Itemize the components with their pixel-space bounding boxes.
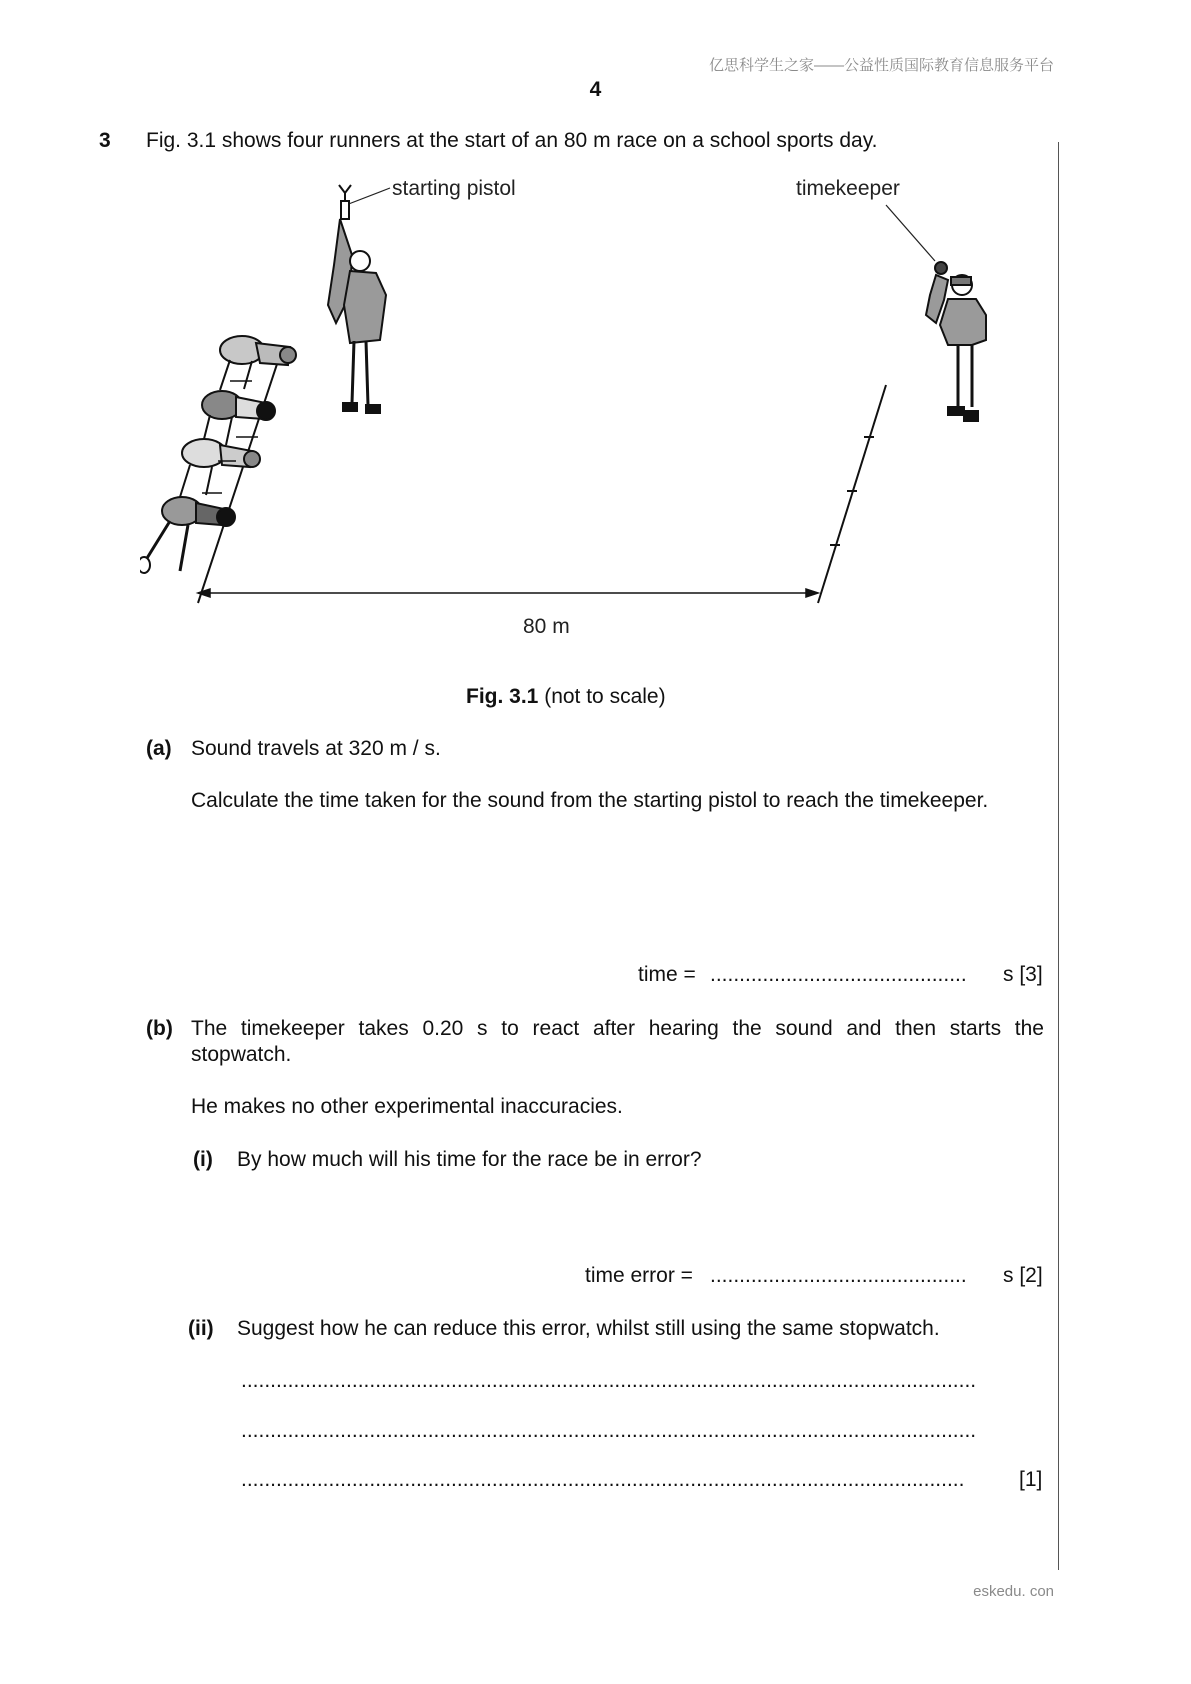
runner-2 [202,391,275,447]
label-timekeeper: timekeeper [796,177,900,200]
part-b-ii-mark: [1] [1019,1468,1043,1491]
part-b-i-label: (i) [193,1148,213,1171]
part-a-answer-prefix: time = [638,963,696,986]
part-a-line2: Calculate the time taken for the sound from the starting pistol to reach the timekeeper. [191,789,989,812]
finish-line-ticks [830,437,874,545]
pistol-leader-line [346,188,390,205]
part-a-answer-field[interactable]: ............................................ [710,963,967,986]
part-b-line1a: The timekeeper takes 0.20 s to react after hearing the sound and then starts the [191,1017,1044,1040]
part-b-ii-text: Suggest how he can reduce this error, whilst still using the same stopwatch. [237,1317,940,1340]
figure-3-1 [140,175,1040,660]
timekeeper-figure [926,262,986,421]
part-b-ii-answer-line-1[interactable]: .............................................................................................................................. [241,1369,977,1392]
part-b-line2: He makes no other experimental inaccuracies. [191,1095,623,1118]
runner-3 [180,439,260,497]
part-b-ii-answer-line-3[interactable]: ............................................................................................................................ [241,1468,965,1491]
footer-mark: eskedu. con [973,1583,1054,1600]
distance-arrow [198,589,818,597]
page-number: 4 [589,78,602,101]
part-a-answer-unit: s [3] [1003,963,1043,986]
part-b-label: (b) [146,1017,173,1040]
figure-caption-label: Fig. 3.1 [466,685,539,708]
watermark-text: 亿思科学生之家——公益性质国际教育信息服务平台 [708,57,1054,74]
finish-line [818,385,886,603]
starter-figure [328,185,386,413]
part-b-ii-label: (ii) [188,1317,214,1340]
label-starting-pistol: starting pistol [392,177,516,200]
part-b-i-text: By how much will his time for the race be in error? [237,1148,702,1171]
figure-caption [466,685,666,709]
question-intro: Fig. 3.1 shows four runners at the start of an 80 m race on a school sports day. [146,129,878,152]
question-number: 3 [99,129,111,152]
figure-caption-note: (not to scale) [544,685,666,708]
part-a-line1: Sound travels at 320 m / s. [191,737,441,760]
runner-1 [220,336,296,390]
part-b-i-answer-prefix: time error = [585,1264,693,1287]
part-b-i-answer-field[interactable]: ............................................ [710,1264,967,1287]
timekeeper-leader-line [886,205,935,261]
part-b-ii-answer-line-2[interactable]: .............................................................................................................................. [241,1419,977,1442]
part-b-i-answer-unit: s [2] [1003,1264,1043,1287]
part-b-line1b: stopwatch. [191,1043,292,1066]
margin-line [1058,142,1059,1570]
runners [140,336,296,573]
label-80m: 80 m [523,615,570,638]
part-a-label: (a) [146,737,172,760]
